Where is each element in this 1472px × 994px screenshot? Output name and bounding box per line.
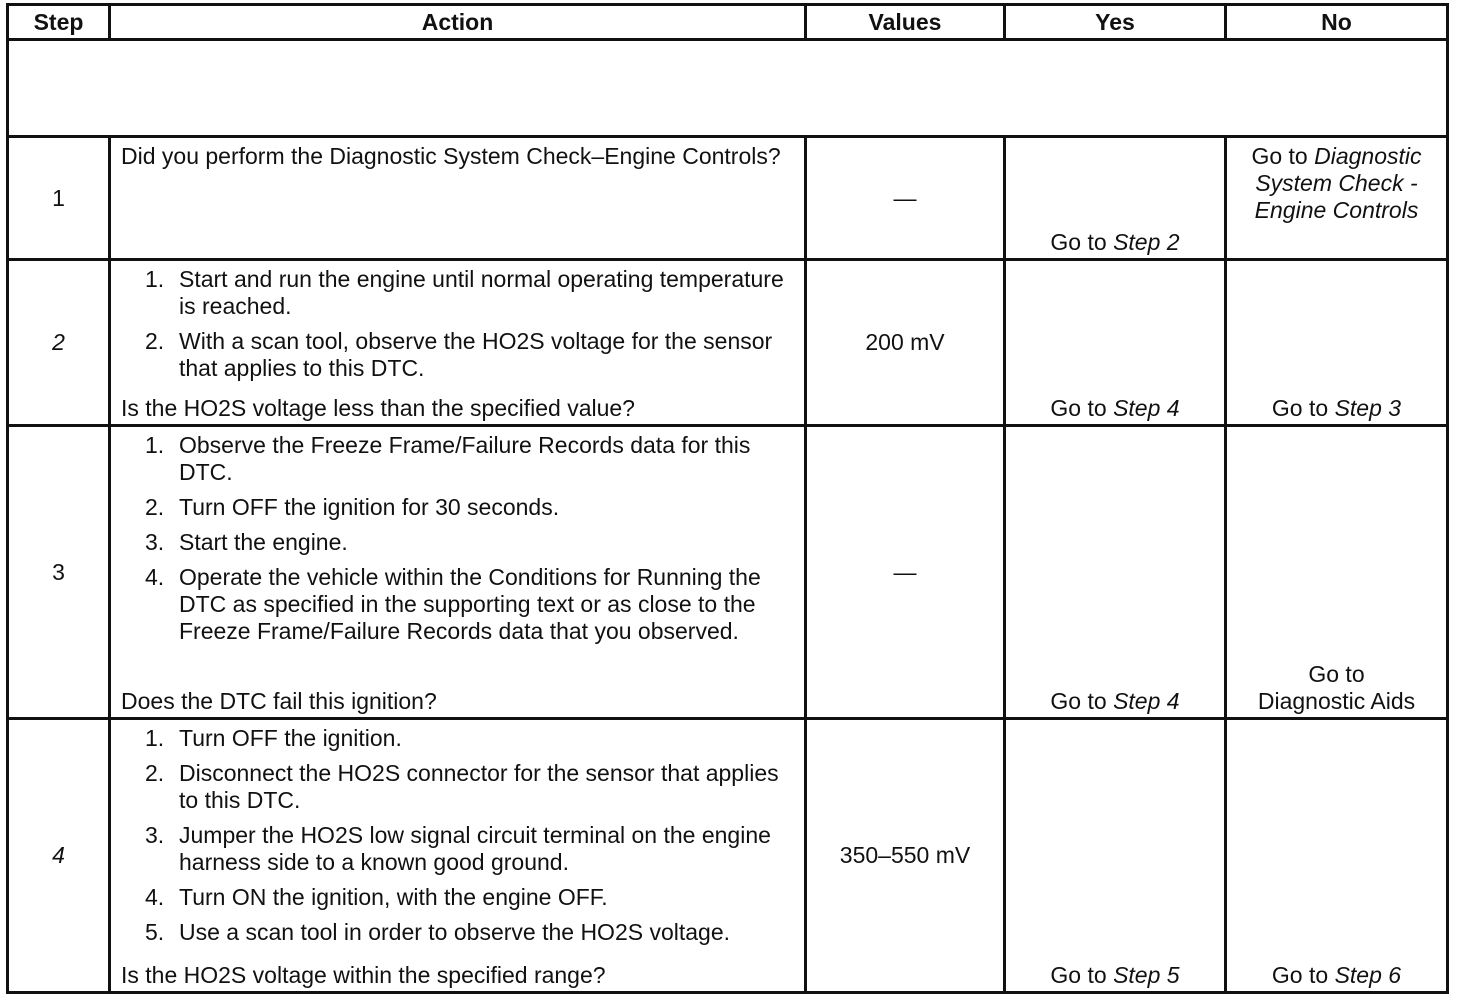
list-item: 5. Use a scan tool in order to observe the HO2S voltage. bbox=[145, 919, 731, 945]
list-item-text: Disconnect the HO2S connector for the sensor that applies to this DTC. bbox=[179, 760, 779, 813]
list-item-text: Turn OFF the ignition. bbox=[179, 725, 402, 751]
action-question: Is the HO2S voltage less than the specified value? bbox=[121, 395, 635, 421]
yes-cell bbox=[1005, 137, 1226, 260]
yes-prefix: Go to bbox=[1050, 688, 1107, 714]
action-list bbox=[121, 725, 796, 946]
step-number-text: 1 bbox=[52, 184, 65, 211]
step-number bbox=[8, 137, 110, 260]
no-cell bbox=[1226, 260, 1448, 426]
no-prefix: Go to bbox=[1308, 661, 1365, 687]
list-item-text: Turn ON the ignition, with the engine OFF. bbox=[179, 884, 608, 910]
blank-cell bbox=[8, 40, 1448, 137]
list-item: 1. Turn OFF the ignition. bbox=[145, 725, 402, 751]
list-item: 3. Jumper the HO2S low signal circuit terminal on the engine harness side to a known good ground. bbox=[145, 822, 771, 875]
action-question: Does the DTC fail this ignition? bbox=[121, 688, 437, 714]
action-text: Did you perform the Diagnostic System Check–Engine Controls? bbox=[121, 143, 781, 169]
header-step: Step bbox=[8, 5, 110, 40]
list-item: 3. Start the engine. bbox=[145, 529, 348, 555]
list-item: 4. Turn ON the ignition, with the engine OFF. bbox=[145, 884, 608, 910]
list-item-text: With a scan tool, observe the HO2S voltage for the sensor that applies to this DTC. bbox=[179, 328, 773, 381]
value-cell: — bbox=[806, 137, 1005, 260]
action-question: Is the HO2S voltage within the specified range? bbox=[121, 962, 606, 988]
step-number-text: 4 bbox=[52, 842, 65, 868]
step-number bbox=[8, 260, 110, 426]
value-cell: 350–550 mV bbox=[806, 719, 1005, 993]
yes-link[interactable]: Step 5 bbox=[1113, 962, 1180, 988]
no-cell bbox=[1226, 137, 1448, 260]
header-action: Action bbox=[110, 5, 806, 40]
list-item: 1. Start and run the engine until normal operating temperature is reached. bbox=[145, 266, 784, 319]
list-item-text: Start and run the engine until normal operating temperature is reached. bbox=[179, 266, 784, 319]
step-number-text: 3 bbox=[52, 558, 65, 585]
no-prefix: Go to bbox=[1251, 143, 1308, 169]
yes-prefix: Go to bbox=[1050, 962, 1107, 988]
action-cell bbox=[110, 719, 806, 993]
action-cell bbox=[110, 260, 806, 426]
list-item: 1. Observe the Freeze Frame/Failure Records data for this DTC. bbox=[145, 432, 751, 485]
table-row bbox=[8, 137, 1448, 260]
header-values: Values bbox=[806, 5, 1005, 40]
no-link[interactable]: Step 6 bbox=[1334, 962, 1402, 988]
no-link[interactable]: Diagnostic System Check - Engine Controls bbox=[1254, 143, 1422, 223]
list-item-text: Use a scan tool in order to observe the HO2S voltage. bbox=[179, 919, 731, 945]
yes-cell bbox=[1005, 426, 1226, 719]
no-prefix: Go to bbox=[1271, 395, 1329, 421]
yes-prefix: Go to bbox=[1050, 229, 1107, 255]
list-item: 4. Operate the vehicle within the Conditions for Running the DTC as specified in the supporting text or as close to the Freeze Frame/Failure Records data that you observed. bbox=[145, 564, 761, 644]
yes-link[interactable]: Step 2 bbox=[1113, 229, 1180, 255]
list-item: 2. With a scan tool, observe the HO2S voltage for the sensor that applies to this DTC. bbox=[145, 328, 773, 381]
list-item-text: Observe the Freeze Frame/Failure Records data for this DTC. bbox=[179, 432, 751, 485]
yes-link[interactable]: Step 4 bbox=[1113, 395, 1180, 421]
list-item: 2. Disconnect the HO2S connector for the sensor that applies to this DTC. bbox=[145, 760, 779, 813]
action-cell bbox=[110, 137, 806, 260]
no-link[interactable]: Diagnostic Aids bbox=[1257, 688, 1416, 714]
yes-prefix: Go to bbox=[1050, 395, 1107, 421]
action-list bbox=[121, 432, 796, 645]
yes-cell bbox=[1005, 260, 1226, 426]
header-yes: Yes bbox=[1005, 5, 1226, 40]
step-number bbox=[8, 426, 110, 719]
header-row bbox=[8, 5, 1448, 40]
no-prefix: Go to bbox=[1271, 962, 1329, 988]
no-cell bbox=[1226, 719, 1448, 993]
yes-cell bbox=[1005, 719, 1226, 993]
yes-link[interactable]: Step 4 bbox=[1113, 688, 1180, 714]
diagnostic-table bbox=[6, 3, 1449, 994]
step-number bbox=[8, 719, 110, 993]
action-cell bbox=[110, 426, 806, 719]
value-cell: — bbox=[806, 426, 1005, 719]
list-item-text: Operate the vehicle within the Conditions for Running the DTC as specified in the supporting text or as close to the Freeze Frame/Failure Records data that you observed. bbox=[179, 564, 761, 644]
no-link[interactable]: Step 3 bbox=[1334, 395, 1402, 421]
list-item-text: Start the engine. bbox=[179, 529, 348, 555]
step-number-text: 2 bbox=[52, 329, 65, 355]
table-row bbox=[8, 426, 1448, 719]
list-item: 2. Turn OFF the ignition for 30 seconds. bbox=[145, 494, 560, 520]
blank-row bbox=[8, 40, 1448, 137]
header-no: No bbox=[1226, 5, 1448, 40]
list-item-text: Turn OFF the ignition for 30 seconds. bbox=[179, 494, 560, 520]
action-list bbox=[121, 266, 796, 382]
no-cell bbox=[1226, 426, 1448, 719]
table-row bbox=[8, 719, 1448, 993]
list-item-text: Jumper the HO2S low signal circuit terminal on the engine harness side to a known good ground. bbox=[179, 822, 771, 875]
value-cell: 200 mV bbox=[806, 260, 1005, 426]
table-row bbox=[8, 260, 1448, 426]
